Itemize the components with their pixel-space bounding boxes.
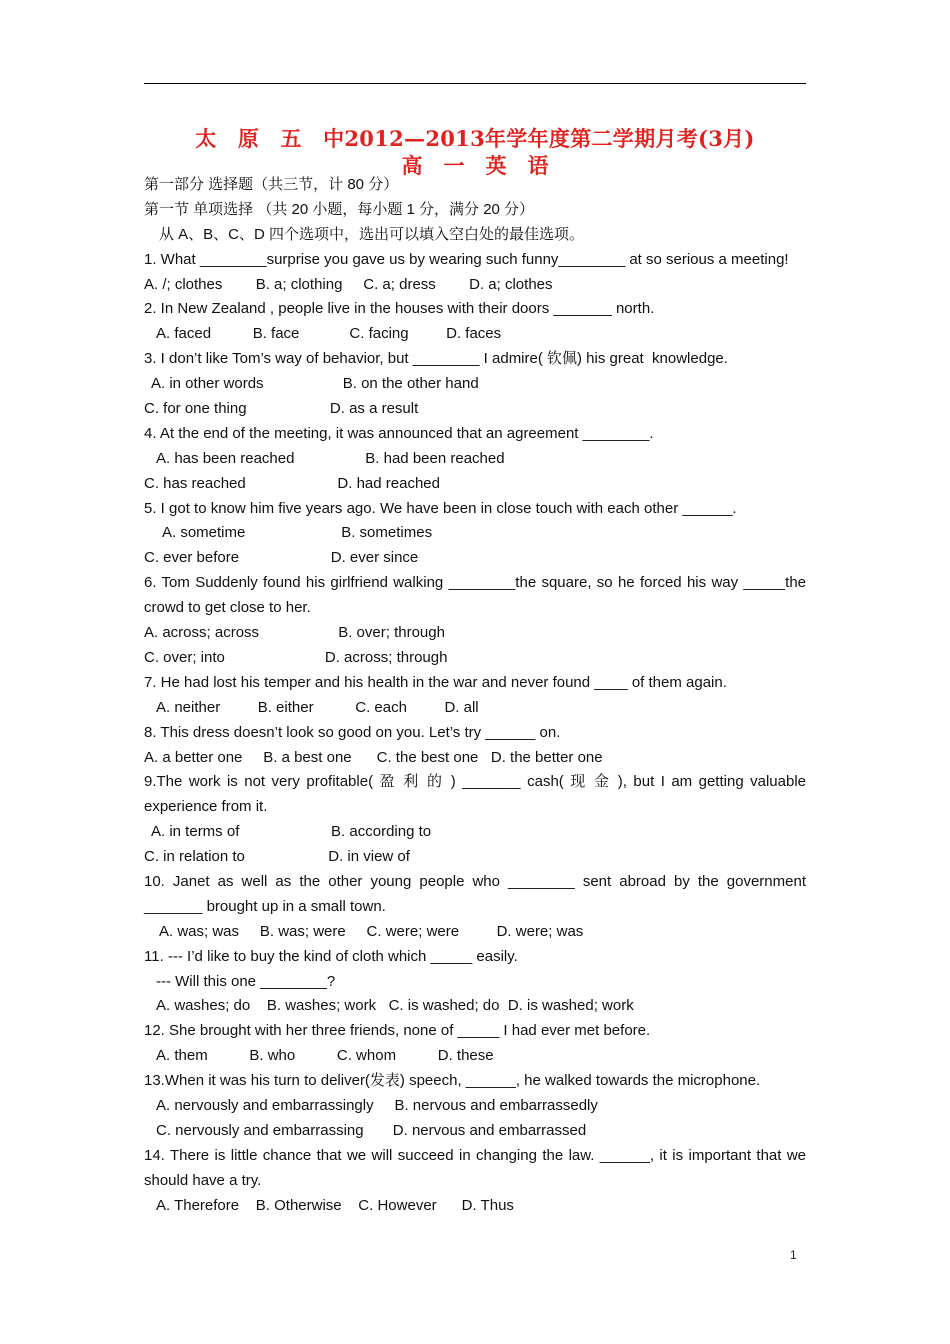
exam-subtitle: 高 一 英 语 (401, 153, 549, 178)
question-options: A. nervously and embarrassingly B. nervous and embarrassedly (156, 1097, 598, 1115)
question-stem: 12. She brought with her three friends, none of _____ I had ever met before. (144, 1022, 651, 1040)
part-heading: 第一部分 选择题（共三节，计 80 分） (144, 176, 399, 193)
question-options: C. for one thing D. as a result (144, 400, 419, 418)
question-options: C. has reached D. had reached (144, 474, 440, 492)
exam-content (144, 173, 806, 1219)
question-options: A. faced B. face C. facing D. faces (156, 325, 502, 343)
question-stem: 8. This dress doesn’t look so good on you. Let’s try ______ on. (144, 723, 561, 741)
page-number: 1 (790, 1248, 797, 1262)
question-options: A. across; across B. over; through (144, 624, 445, 642)
question-options: A. a better one B. a best one C. the best one D. the better one (144, 748, 603, 766)
question-options: C. nervously and embarrassing D. nervous and embarrassed (156, 1121, 587, 1139)
question-options: A. /; clothes B. a; clothing C. a; dress D. a; clothes (144, 275, 553, 293)
question-stem: 5. I got to know him five years ago. We have been in close touch with each other ______. (144, 499, 737, 517)
question-stem: 10. Janet as well as the other young people who ________ sent abroad by the government _______ brought up in a small town. (144, 873, 806, 915)
question-stem-reply: --- Will this one ________? (156, 972, 336, 990)
question-stem: 4. At the end of the meeting, it was announced that an agreement ________. (144, 424, 654, 442)
question-stem: 11. --- I’d like to buy the kind of cloth which _____ easily. (144, 947, 518, 965)
question-stem: 13.When it was his turn to deliver(发表) speech, ______, he walked towards the microphone. (144, 1072, 761, 1090)
question-options: A. them B. who C. whom D. these (156, 1047, 494, 1065)
question-options: C. in relation to D. in view of (144, 848, 410, 866)
question-stem: 3. I don’t like Tom’s way of behavior, but ________ I admire( 钦佩) his great knowledge. (144, 350, 728, 368)
instruction: 从 A、B、C、D 四个选项中，选出可以填入空白处的最佳选项。 (159, 225, 585, 243)
question-options: A. was; was B. was; were C. were; were D. were; was (159, 922, 584, 940)
question-options: A. neither B. either C. each D. all (156, 698, 479, 716)
question-options: C. ever before D. ever since (144, 549, 419, 567)
question-stem: 7. He had lost his temper and his health in the war and never found ____ of them again. (144, 673, 727, 691)
question-options: A. Therefore B. Otherwise C. However D. Thus (156, 1196, 514, 1214)
question-stem: 1. What ________surprise you gave us by wearing such funny________ at so serious a meeting! (144, 250, 789, 268)
question-stem: 9.The work is not very profitable( 盈 利 的 ) _______ cash( 现 金 ), but I am getting valuable experience from it. (144, 773, 806, 816)
question-options: C. over; into D. across; through (144, 648, 448, 666)
question-options: A. washes; do B. washes; work C. is washed; do D. is washed; work (156, 997, 634, 1015)
question-stem: 14. There is little chance that we will succeed in changing the law. ______, it is important that we should have a try. (144, 1146, 806, 1189)
exam-title: 太 原 五 中2012—2013年学年度第二学期月考(3月) (195, 126, 755, 151)
question-options: A. in terms of B. according to (151, 823, 432, 841)
question-options: A. in other words B. on the other hand (151, 375, 479, 393)
question-options: A. sometime B. sometimes (162, 524, 433, 542)
section-heading: 第一节 单项选择 （共 20 小题，每小题 1 分，满分 20 分） (144, 200, 535, 218)
question-stem: 2. In New Zealand , people live in the houses with their doors _______ north. (144, 300, 655, 318)
question-stem: 6. Tom Suddenly found his girlfriend walking ________the square, so he forced his way _____the crowd to get close to her. (144, 574, 806, 617)
header-rule (144, 83, 806, 84)
question-options: A. has been reached B. had been reached (156, 449, 505, 467)
